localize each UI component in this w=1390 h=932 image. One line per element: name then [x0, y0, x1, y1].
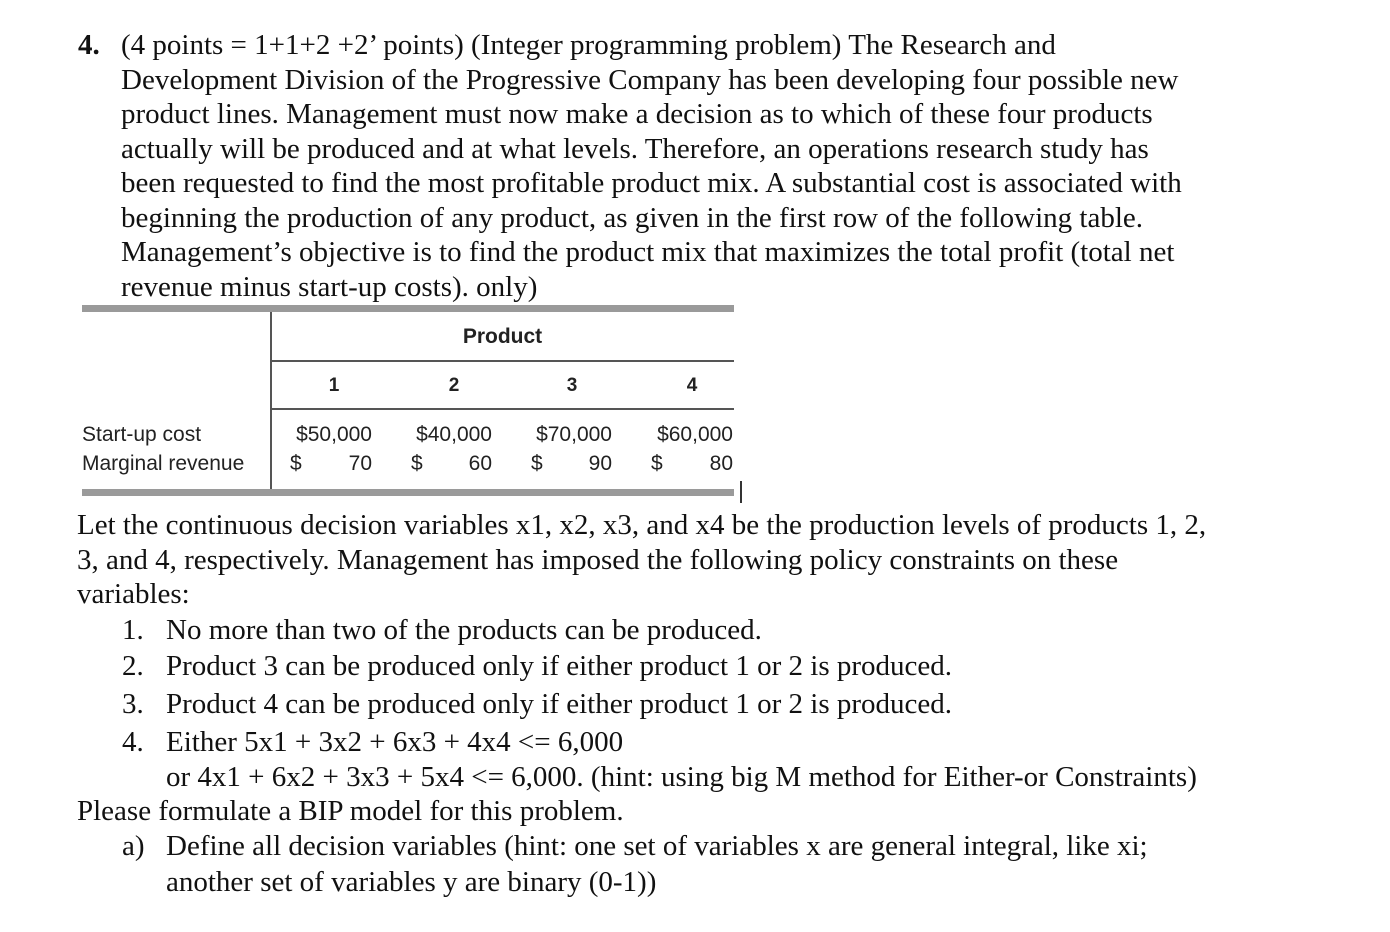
- currency-symbol: $: [290, 452, 302, 475]
- question-line: revenue minus start-up costs). only): [121, 270, 538, 303]
- question-line: been requested to find the most profitable product mix. A substantial cost is associated with: [121, 167, 1182, 199]
- question-line: beginning the production of any product, as given in the first row of the following table.: [121, 201, 1144, 234]
- list-item: No more than two of the products can be produced.: [166, 614, 762, 646]
- intro-line: 3, and 4, respectively. Management has imposed the following policy constraints on these: [77, 543, 1119, 576]
- row-label: Marginal revenue: [82, 452, 245, 475]
- question-number: 4.: [78, 29, 100, 61]
- row-label: Start-up cost: [82, 423, 202, 446]
- part-label: a): [122, 830, 145, 862]
- question-line: Development Division of the Progressive Company has been developing four possible new: [121, 63, 1179, 96]
- table-cell: $40,000: [416, 423, 492, 446]
- question-line: (4 points = 1+1+2 +2’ points) (Integer programming problem) The Research and: [121, 29, 1056, 61]
- table-cell: $70,000: [536, 423, 612, 446]
- list-number: 4.: [122, 726, 144, 758]
- currency-symbol: $: [531, 452, 543, 475]
- column-header: 2: [448, 375, 460, 396]
- instruction-line: Please formulate a BIP model for this problem.: [77, 795, 624, 827]
- text-cursor: [740, 481, 742, 503]
- table-cell: $60,000: [657, 423, 733, 446]
- list-number: 3.: [122, 688, 144, 720]
- intro-line: Let the continuous decision variables x1, x2, x3, and x4 be the production levels of products 1, 2,: [77, 509, 1207, 541]
- part-line: Define all decision variables (hint: one set of variables x are general integral, like xi;: [166, 830, 1148, 862]
- list-item-continuation: or 4x1 + 6x2 + 3x3 + 5x4 <= 6,000. (hint: using big M method for Either-or Constraints): [166, 761, 1197, 793]
- table-cell: $50,000: [296, 423, 372, 446]
- question-line: actually will be produced and at what levels. Therefore, an operations research study has: [121, 132, 1149, 165]
- question-line: Management’s objective is to find the product mix that maximizes the total profit (total net: [121, 236, 1175, 268]
- question-text: [121, 28, 1261, 304]
- table-cell: 60: [468, 452, 492, 475]
- table-cell: 70: [348, 452, 372, 475]
- part-line: another set of variables y are binary (0-1)): [166, 866, 657, 898]
- list-item: Product 3 can be produced only if either product 1 or 2 is produced.: [166, 650, 953, 682]
- column-header: 1: [328, 375, 340, 396]
- product-table: [82, 305, 734, 505]
- table-rule: [271, 360, 734, 362]
- currency-symbol: $: [411, 452, 423, 475]
- intro-line: variables:: [77, 578, 190, 610]
- list-number: 2.: [122, 650, 144, 682]
- intro-paragraph: [77, 508, 1277, 612]
- table-top-rule: [82, 305, 734, 312]
- list-item: Either 5x1 + 3x2 + 6x3 + 4x4 <= 6,000: [166, 726, 624, 758]
- list-number: 1.: [122, 614, 144, 646]
- currency-symbol: $: [651, 452, 663, 475]
- list-item: Product 4 can be produced only if either product 1 or 2 is produced.: [166, 688, 953, 720]
- table-bottom-rule: [82, 489, 734, 496]
- question-line: product lines. Management must now make a decision as to which of these four products: [121, 98, 1153, 130]
- column-header: 3: [566, 375, 578, 396]
- table-cell: 80: [709, 452, 733, 475]
- table-cell: 90: [588, 452, 612, 475]
- table-title: Product: [462, 325, 543, 348]
- column-header: 4: [686, 375, 698, 396]
- table-rule: [271, 408, 734, 410]
